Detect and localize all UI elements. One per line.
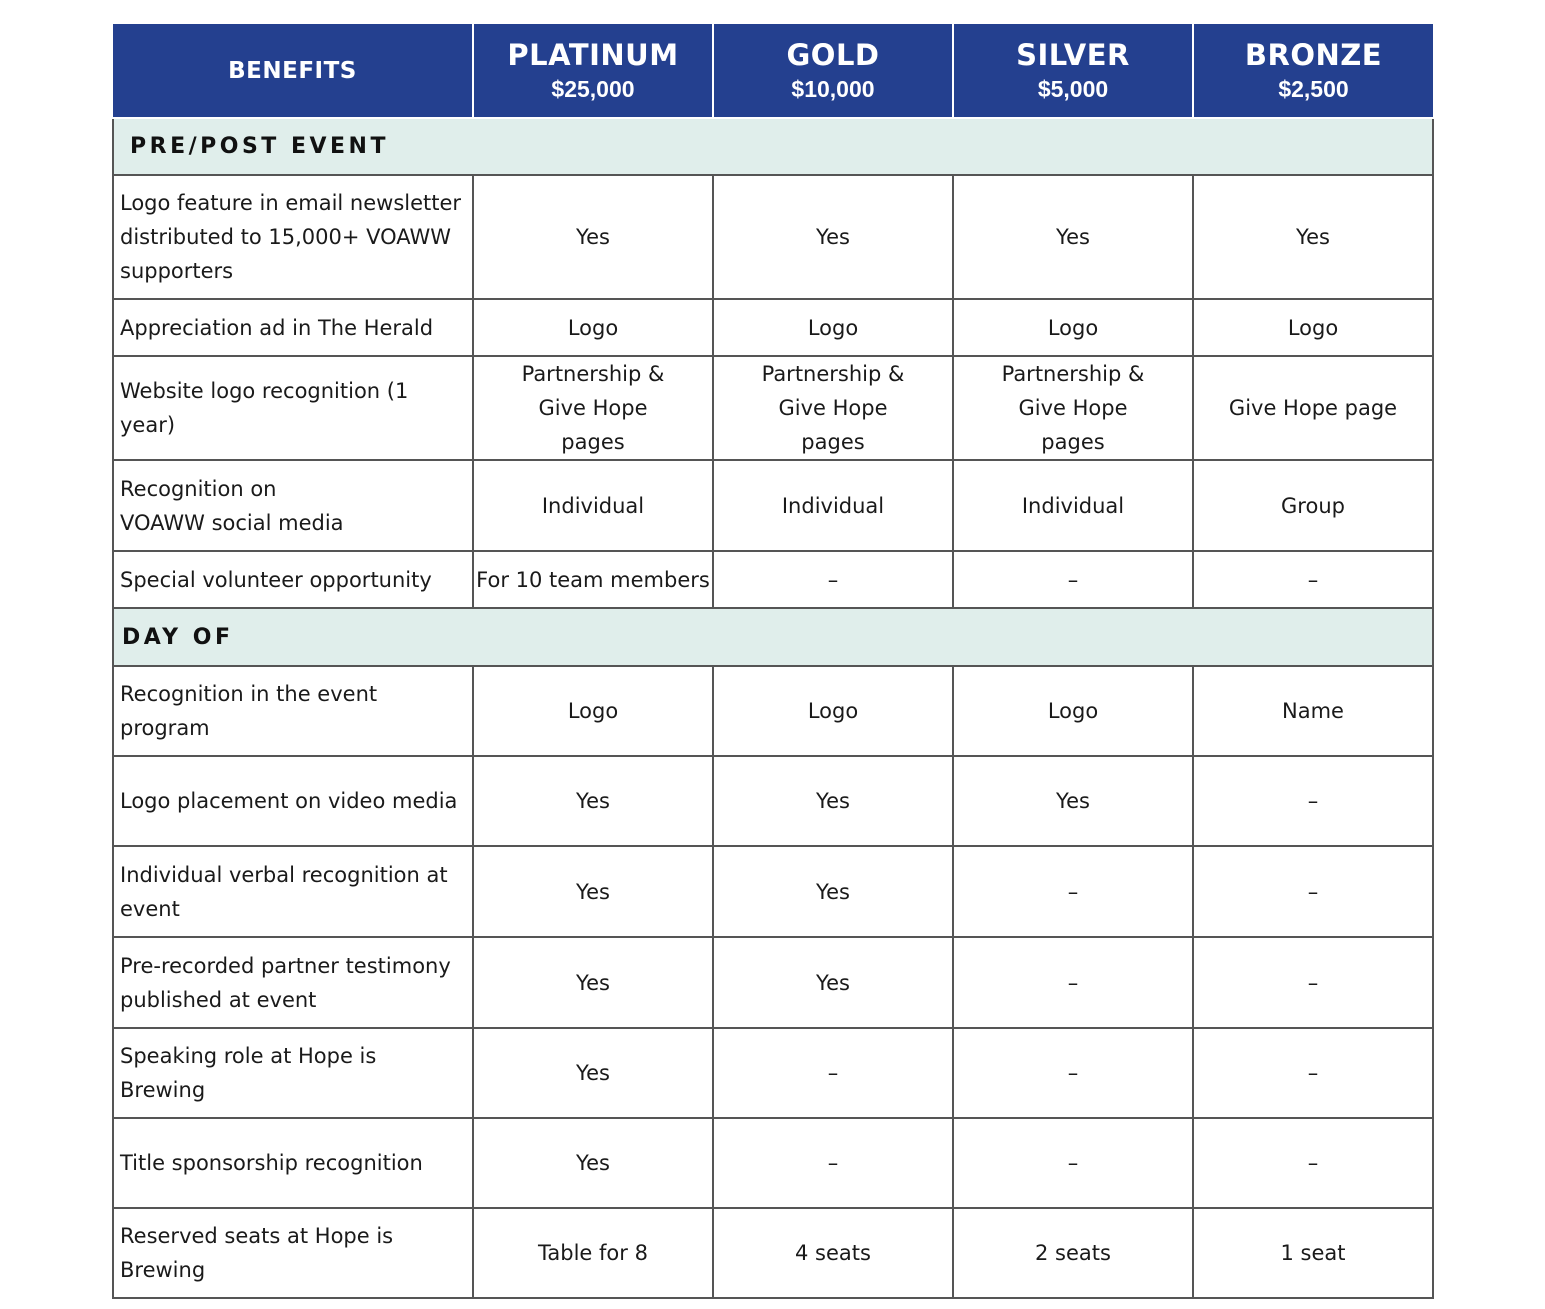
value-cell: Yes [713, 937, 953, 1028]
benefit-cell: Appreciation ad in The Herald [113, 299, 473, 356]
value-cell: – [1193, 551, 1433, 608]
value-cell: Yes [473, 756, 713, 846]
value-cell: Yes [713, 175, 953, 299]
value-cell: Logo [473, 299, 713, 356]
value-cell: Individual [953, 460, 1193, 551]
value-text: Partnership & Give Hope pages [521, 362, 665, 454]
header-row [113, 24, 1433, 118]
table-row [113, 1028, 1433, 1118]
tier-header-bronze [1193, 24, 1433, 118]
value-cell: Yes [473, 846, 713, 937]
table-row [113, 299, 1433, 356]
sponsorship-benefits-sheet [112, 24, 1434, 1299]
section-title: PRE/POST EVENT [130, 134, 389, 159]
value-cell: Logo [713, 666, 953, 756]
value-cell: – [953, 846, 1193, 937]
tier-price: $5,000 [1037, 75, 1109, 102]
table-row [113, 1118, 1433, 1208]
table-row [113, 1208, 1433, 1298]
value-cell: Yes [1193, 175, 1433, 299]
value-cell: Group [1193, 460, 1433, 551]
table-row [113, 460, 1433, 551]
value-cell: Table for 8 [473, 1208, 713, 1298]
tier-price: $25,000 [551, 75, 635, 102]
section-row-pre-post-event [113, 118, 1433, 175]
table-row [113, 937, 1433, 1028]
benefit-text: Recognition on VOAWW social media [120, 476, 344, 535]
value-cell: – [953, 1118, 1193, 1208]
value-cell: Logo [473, 666, 713, 756]
value-cell: – [713, 1028, 953, 1118]
value-cell [473, 356, 713, 460]
table-header [113, 24, 1433, 118]
value-cell: Individual [713, 460, 953, 551]
table-row [113, 175, 1433, 299]
value-cell: – [1193, 1028, 1433, 1118]
value-cell: – [953, 551, 1193, 608]
table-row [113, 356, 1433, 460]
value-cell: – [1193, 756, 1433, 846]
value-cell: – [1193, 1118, 1433, 1208]
benefit-cell: Special volunteer opportunity [113, 551, 473, 608]
value-cell: – [953, 937, 1193, 1028]
benefits-table [112, 24, 1434, 1299]
section-cell [113, 608, 1433, 666]
table-body [113, 118, 1433, 1298]
value-cell [953, 356, 1193, 460]
value-cell: Yes [473, 1118, 713, 1208]
value-text: Partnership & Give Hope pages [1001, 362, 1145, 454]
benefits-column-header [113, 24, 473, 118]
benefit-cell: Logo placement on video media [113, 756, 473, 846]
value-cell: Logo [953, 299, 1193, 356]
table-row [113, 666, 1433, 756]
section-cell [113, 118, 1433, 175]
value-cell: Yes [953, 756, 1193, 846]
value-text: Partnership & Give Hope pages [761, 362, 905, 454]
benefit-cell: Website logo recognition (1 year) [113, 356, 473, 460]
benefits-header-label: BENEFITS [228, 57, 357, 84]
table-row [113, 846, 1433, 937]
value-cell: Individual [473, 460, 713, 551]
value-cell: 2 seats [953, 1208, 1193, 1298]
tier-header-silver [953, 24, 1193, 118]
value-cell: Logo [1193, 299, 1433, 356]
table-row [113, 756, 1433, 846]
benefit-cell: Logo feature in email newsletter distributed to 15,000+ VOAWW supporters [113, 175, 473, 299]
tier-name: BRONZE [1244, 37, 1383, 72]
value-cell: Yes [953, 175, 1193, 299]
benefit-cell: Recognition in the event program [113, 666, 473, 756]
value-cell: Yes [713, 846, 953, 937]
value-cell: Yes [473, 1028, 713, 1118]
value-cell: Logo [953, 666, 1193, 756]
value-cell: Yes [473, 175, 713, 299]
value-cell: For 10 team members [473, 551, 713, 608]
tier-name: SILVER [1016, 37, 1130, 72]
tier-header-gold [713, 24, 953, 118]
section-title: DAY OF [122, 624, 234, 650]
value-cell: Logo [713, 299, 953, 356]
tier-price: $2,500 [1278, 75, 1349, 102]
value-cell: Yes [713, 756, 953, 846]
value-cell: 4 seats [713, 1208, 953, 1298]
tier-name: GOLD [786, 37, 880, 72]
table-row [113, 551, 1433, 608]
benefit-cell: Reserved seats at Hope is Brewing [113, 1208, 473, 1298]
tier-price: $10,000 [791, 75, 875, 102]
value-cell: – [953, 1028, 1193, 1118]
value-cell: – [1193, 937, 1433, 1028]
value-cell: 1 seat [1193, 1208, 1433, 1298]
value-cell: – [1193, 846, 1433, 937]
tier-header-platinum [473, 24, 713, 118]
value-cell: Yes [473, 937, 713, 1028]
benefit-cell: Title sponsorship recognition [113, 1118, 473, 1208]
value-cell: Give Hope page [1193, 356, 1433, 460]
benefit-cell: Speaking role at Hope is Brewing [113, 1028, 473, 1118]
tier-name: PLATINUM [507, 37, 679, 72]
value-cell: – [713, 1118, 953, 1208]
benefit-cell: Individual verbal recognition at event [113, 846, 473, 937]
value-cell: – [713, 551, 953, 608]
section-row-day-of [113, 608, 1433, 666]
value-cell [713, 356, 953, 460]
benefit-cell: Pre-recorded partner testimony published at event [113, 937, 473, 1028]
value-cell: Name [1193, 666, 1433, 756]
benefit-cell [113, 460, 473, 551]
